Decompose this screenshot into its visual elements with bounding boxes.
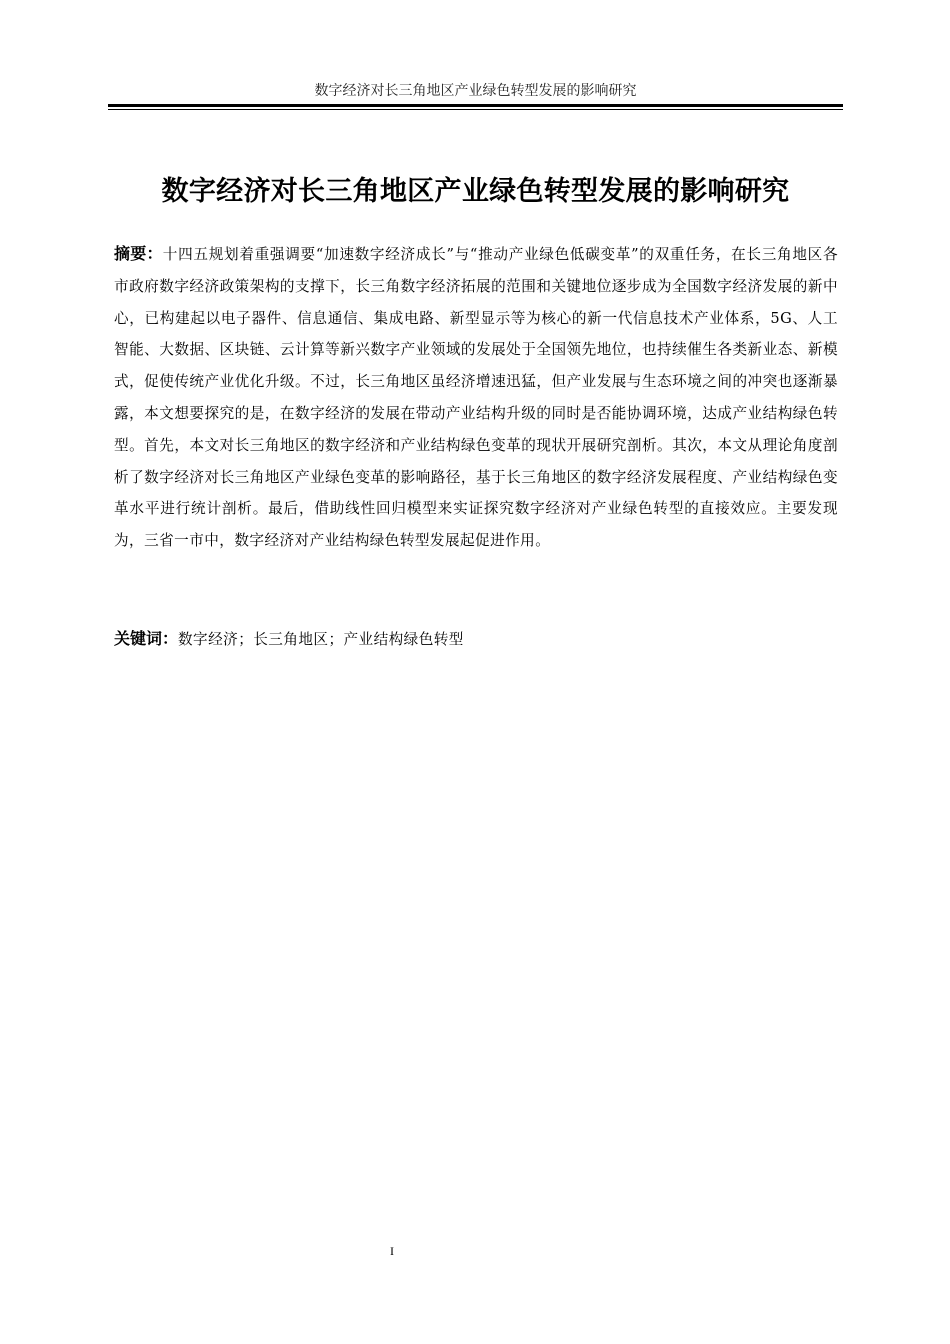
keywords-label: 关键词： — [114, 629, 179, 648]
page-number: I — [390, 1244, 394, 1258]
abstract-text: 十四五规划着重强调要“加速数字经济成长”与“推动产业绿色低碳变革”的双重任务，在长三角地区各市政府数字经济政策架构的支撑下，长三角数字经济拓展的范围和关键地位逐步成为全国数字经济发展的新中心，已构建起以电子器件、信息通信、集成电路、新型显示等为核心的新一代信息技术产业体系，5G、人工智能、大数据、区块链、云计算等新兴数字产业领域的发展处于全国领先地位，也持续催生各类新业态、新模式，促使传统产业优化升级。不过，长三角地区虽经济增速迅猛，但产业发展与生态环境之间的冲突也逐渐暴露，本文想要探究的是，在数字经济的发展在带动产业结构升级的同时是否能协调环境，达成产业结构绿色转型。首先，本文对长三角地区的数字经济和产业结构绿色变革的现状开展研究剖析。其次，本文从理论角度剖析了数字经济对长三角地区产业绿色变革的影响路径，基于长三角地区的数字经济发展程度、产业结构绿色变革水平进行统计剖析。最后，借助线性回归模型来实证探究数字经济对产业绿色转型的直接效应。主要发现为，三省一市中，数字经济对产业结构绿色转型发展起促进作用。 — [114, 246, 838, 550]
abstract-paragraph — [114, 238, 838, 557]
header-rule-thin — [108, 109, 843, 110]
abstract-label: 摘要： — [114, 244, 163, 263]
header-rule — [108, 104, 843, 107]
paper-title: 数字经济对长三角地区产业绿色转型发展的影响研究 — [161, 176, 790, 207]
running-header: 数字经济对长三角地区产业绿色转型发展的影响研究 — [314, 83, 637, 99]
keywords-text: 数字经济；长三角地区；产业结构绿色转型 — [178, 631, 464, 648]
keywords-line — [114, 624, 838, 655]
